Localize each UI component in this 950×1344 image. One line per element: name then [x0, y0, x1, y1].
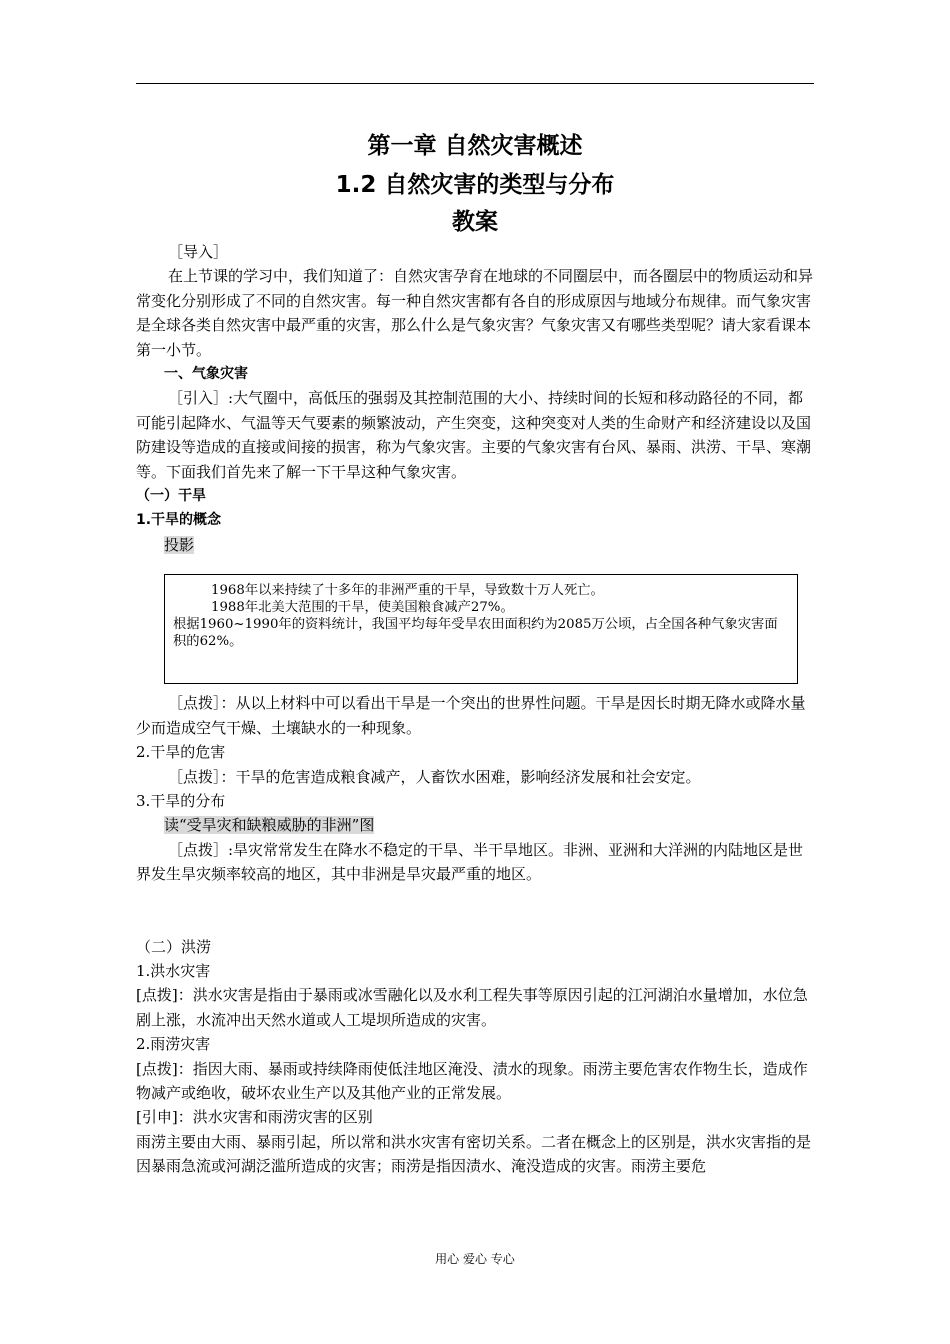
- box-line: 根据1960~1990年的资料统计，我国平均每年受旱农田面积约为2085万公顷，占全国各种气象灾害面积的62%。: [173, 617, 778, 650]
- heading-drought: （一）干旱: [136, 488, 206, 505]
- heading-drought-concept: 1.干旱的概念: [136, 512, 222, 529]
- header-rule: [136, 83, 814, 84]
- document-page: [136, 128, 814, 1179]
- drought-facts-box: [164, 574, 798, 684]
- extension-paragraph: 雨涝主要由大雨、暴雨引起，所以常和洪水灾害有密切关系。二者在概念上的区别是，洪水灾害指的是因暴雨急流或河湖泛滥所造成的灾害；雨涝是指因渍水、淹没造成的灾害。雨涝主要危: [136, 1132, 812, 1176]
- doc-type-title: 教案: [452, 209, 498, 235]
- heading-drought-distribution: 3.干旱的分布: [136, 791, 226, 810]
- drought-distribution-note: ［点拨］:旱灾常常发生在降水不稳定的干旱、半干旱地区。非洲、亚洲和大洋洲的内陆地区是世界发生旱灾频率较高的地区，其中非洲是旱灾最严重的地区。: [136, 840, 804, 884]
- chapter-title: 第一章 自然灾害概述: [367, 133, 583, 159]
- flood-disaster-note: [点拨]：洪水灾害是指由于暴雨或冰雪融化以及水利工程失事等原因引起的江河湖泊水量增加，水位急剧上涨，水流冲出天然水道或人工堤坝所造成的灾害。: [136, 986, 808, 1029]
- drought-harm-note: ［点拨］：干旱的危害造成粮食减产，人畜饮水困难，影响经济发展和社会安定。: [168, 767, 701, 786]
- meteorological-paragraph: ［引入］:大气圈中，高低压的强弱及其控制范围的大小、持续时间的长短和移动路径的不同，都可能引起降水、气温等天气要素的频繁波动，产生突变，这种突变对人类的生命财产和经济建设以及国防建设等造成的直接或间接的损害，称为气象灾害。主要的气象灾害有台风、暴雨、洪涝、干旱、寒潮等。下面我们首先来了解一下干旱这种气象灾害。: [136, 389, 812, 481]
- read-map-label: 读“受旱灾和缺粮威胁的非洲”图: [164, 816, 375, 835]
- box-line: 1988年北美大范围的干旱，使美国粮食减产27%。: [211, 600, 514, 616]
- heading-flood-disaster: 1.洪水灾害: [136, 961, 211, 980]
- heading-drought-harm: 2.干旱的危害: [136, 743, 226, 762]
- extension-label: [引申]：洪水灾害和雨涝灾害的区别: [136, 1108, 373, 1127]
- intro-paragraph: 在上节课的学习中，我们知道了：自然灾害孕育在地球的不同圈层中，而各圈层中的物质运动和异常变化分别形成了不同的自然灾害。每一种自然灾害都有各自的形成原因与地域分布规律。而气象灾害是全球各类自然灾害中最严重的灾害，那么什么是气象灾害？气象灾害又有哪些类型呢？请大家看课本第一小节。: [136, 267, 814, 359]
- projection-label: 投影: [164, 535, 195, 554]
- footer-motto: 用心 爱心 专心: [435, 1252, 515, 1266]
- heading-flood: （二）洪涝: [136, 937, 212, 956]
- heading-waterlogging: 2.雨涝灾害: [136, 1035, 211, 1054]
- waterlogging-note: [点拨]：指因大雨、暴雨或持续降雨使低洼地区淹没、渍水的现象。雨涝主要危害农作物生长，造成作物减产或绝收，破坏农业生产以及其他产业的正常发展。: [136, 1059, 808, 1102]
- intro-label: ［导入］: [168, 243, 229, 261]
- section-title: 1.2 自然灾害的类型与分布: [335, 172, 615, 198]
- drought-concept-note: ［点拨］：从以上材料中可以看出干旱是一个突出的世界性问题。干旱是因长时期无降水或降水量少而造成空气干燥、土壤缺水的一种现象。: [136, 694, 806, 737]
- box-line: 1968年以来持续了十多年的非洲严重的干旱，导致数十万人死亡。: [211, 583, 604, 599]
- heading-meteorological: 一、气象灾害: [164, 366, 248, 383]
